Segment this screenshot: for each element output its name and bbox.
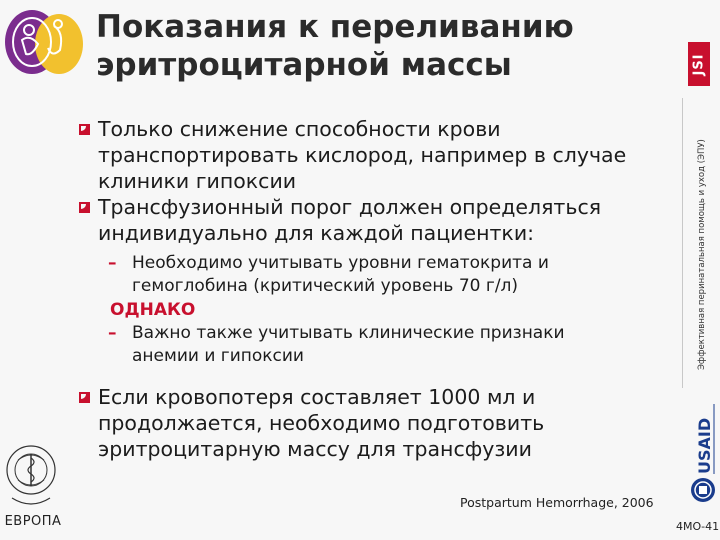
bullet-item-1 <box>76 116 676 194</box>
bullet-line: Если кровопотеря составляет 1000 мл и <box>98 385 536 409</box>
page-title <box>96 8 656 84</box>
dash-icon: – <box>108 323 117 343</box>
vertical-divider <box>682 98 683 388</box>
main-content <box>76 116 676 462</box>
caveat-label: ОДНАКО <box>110 300 196 320</box>
dash-icon: – <box>108 253 117 273</box>
bullet-item-3 <box>76 384 676 462</box>
bullet-line: Только снижение способности крови <box>98 117 501 141</box>
bullet-line: клиники гипоксии <box>98 169 297 193</box>
sub-item-2 <box>76 322 676 368</box>
sub-line: Важно также учитывать клинические признаки <box>132 323 565 343</box>
jsi-logo: JSI <box>688 42 710 86</box>
sub-line: анемии и гипоксии <box>132 346 304 366</box>
mother-child-logo <box>2 4 86 78</box>
bullet-icon <box>79 124 90 135</box>
bullet-icon <box>79 202 90 213</box>
usaid-wordmark: USAID <box>695 417 714 474</box>
title-line-2: эритроцитарной массы <box>96 47 512 83</box>
bullet-line: эритроцитарную массу для трансфузии <box>98 437 532 461</box>
sub-item-1 <box>76 252 676 298</box>
bullet-line: индивидуально для каждой пациентки: <box>98 221 535 245</box>
sub-line: Необходимо учитывать уровни гематокрита и <box>132 253 549 273</box>
bullet-icon <box>79 392 90 403</box>
bullet-line: Трансфузионный порог должен определяться <box>98 195 602 219</box>
vertical-caption: Эффективная перинатальная помощь и уход (ЭПУ) <box>697 139 707 370</box>
slide-code: 4МО-41 <box>676 520 720 533</box>
who-logo <box>4 440 58 512</box>
who-label: ЕВРОПА <box>4 514 62 529</box>
source-citation: Postpartum Hemorrhage, 2006 <box>460 495 654 510</box>
sub-line: гемоглобина (критический уровень 70 г/л) <box>132 276 519 296</box>
bullet-item-2 <box>76 194 676 246</box>
usaid-logo <box>688 400 718 508</box>
title-line-1: Показания к переливанию <box>96 9 574 45</box>
bullet-line: продолжается, необходимо подготовить <box>98 411 545 435</box>
bullet-line: транспортировать кислород, например в случае <box>98 143 627 167</box>
